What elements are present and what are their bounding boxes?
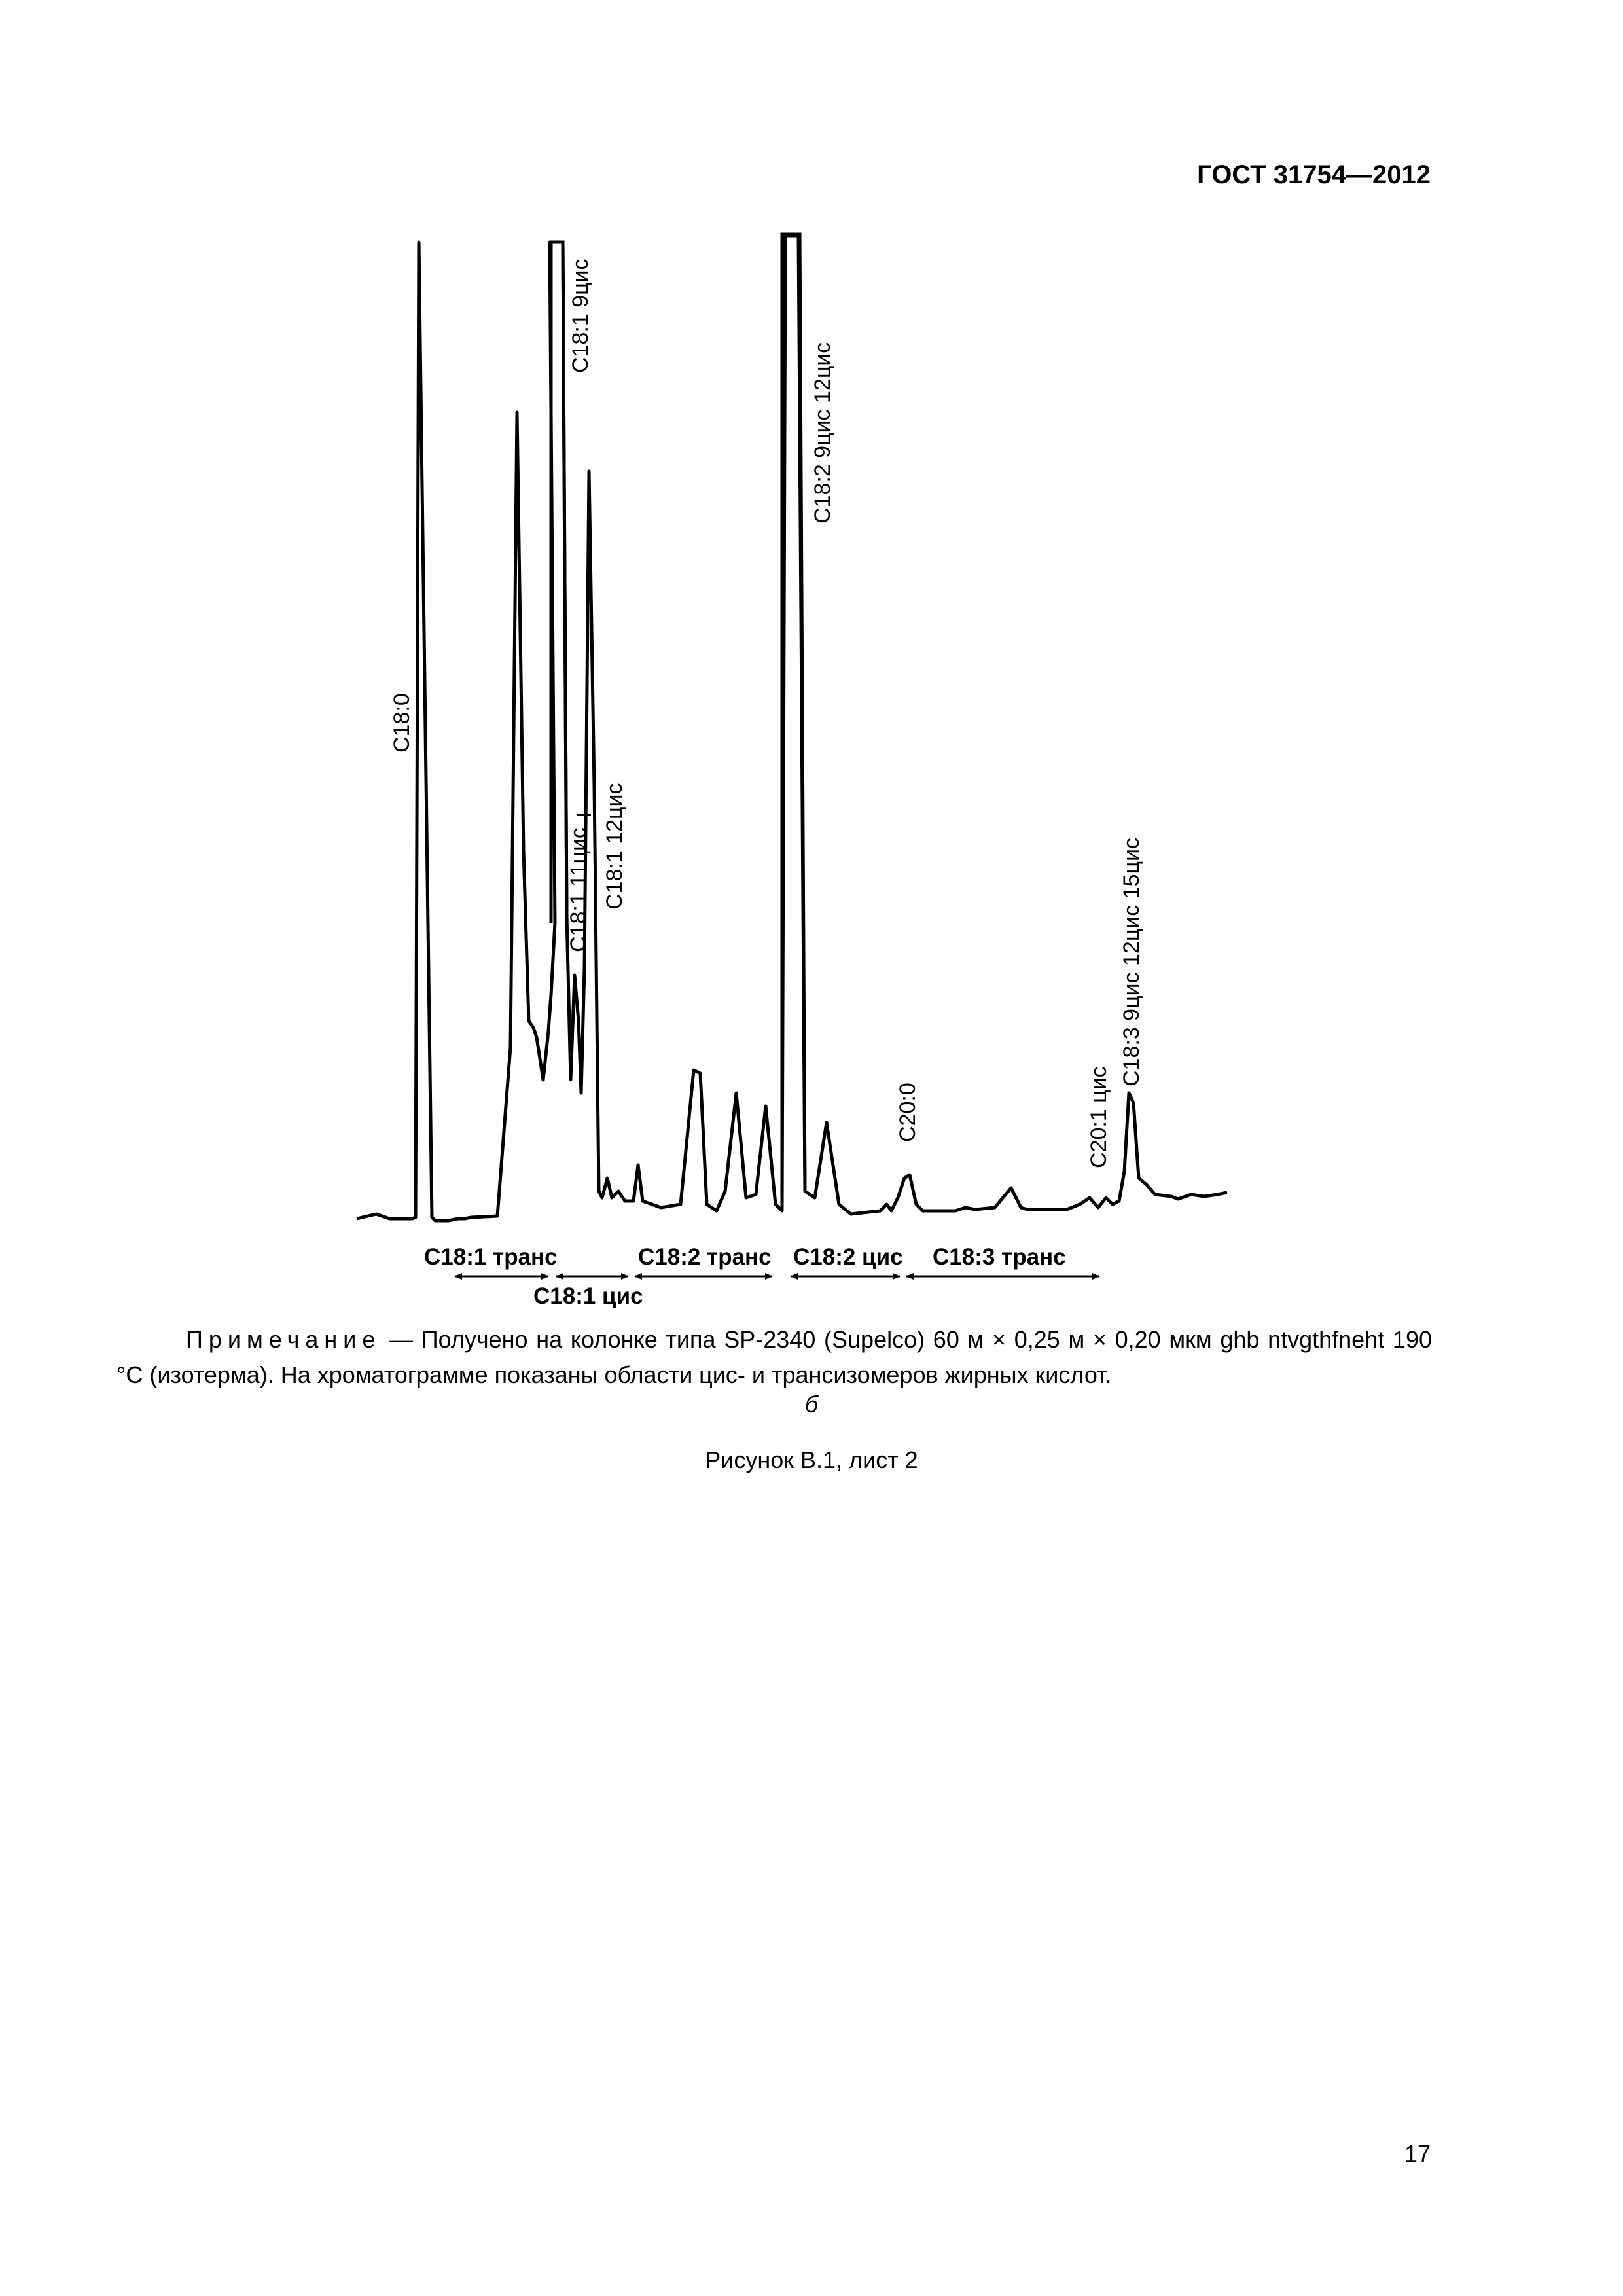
peak-label-c20-0: C20:0 (895, 1083, 920, 1142)
region-label-c18-1-trans: C18:1 транс (424, 1244, 558, 1270)
figure-caption: Рисунок В.1, лист 2 (705, 1446, 918, 1473)
note-paragraph (116, 1322, 1432, 1393)
peak-label-c18-1-11cis: C18:1 11цис (566, 827, 591, 952)
peak-label-c18-3: C18:3 9цис 12цис 15цис (1119, 837, 1144, 1086)
region-label-c18-2-trans: C18:2 транс (638, 1244, 772, 1270)
figure-sublabel: б (804, 1391, 819, 1418)
note-text: — Получено на колонке типа SP-2340 (Supelco) 60 м × 0,25 м × 0,20 мкм ghb ntvgthfneht 190 °С (изотерма). На хроматограмме показаны области цис- и трансизомеров жирных кислот. (116, 1326, 1432, 1388)
peak-label-c18-2-9cis-12cis: C18:2 9цис 12цис (810, 342, 835, 524)
peak-label-c18-1-9cis: C18:1 9цис (568, 259, 593, 373)
note-prefix: Примечание (186, 1326, 382, 1353)
region-label-c18-2-cis: C18:2 цис (793, 1244, 903, 1270)
region-label-c18-3-trans: C18:3 транс (933, 1244, 1066, 1270)
peak-label-c20-1-cis: C20:1 цис (1086, 1066, 1111, 1168)
peak-label-c18-0: C18:0 (389, 693, 414, 753)
peak-label-c18-1-12cis: C18:1 12цис (602, 783, 627, 910)
figure-note (116, 1322, 1432, 1393)
region-label-c18-1-cis: C18:1 цис (533, 1283, 643, 1309)
document-code: ГОСТ 31754—2012 (1197, 160, 1431, 189)
page-number: 17 (1404, 2140, 1431, 2167)
